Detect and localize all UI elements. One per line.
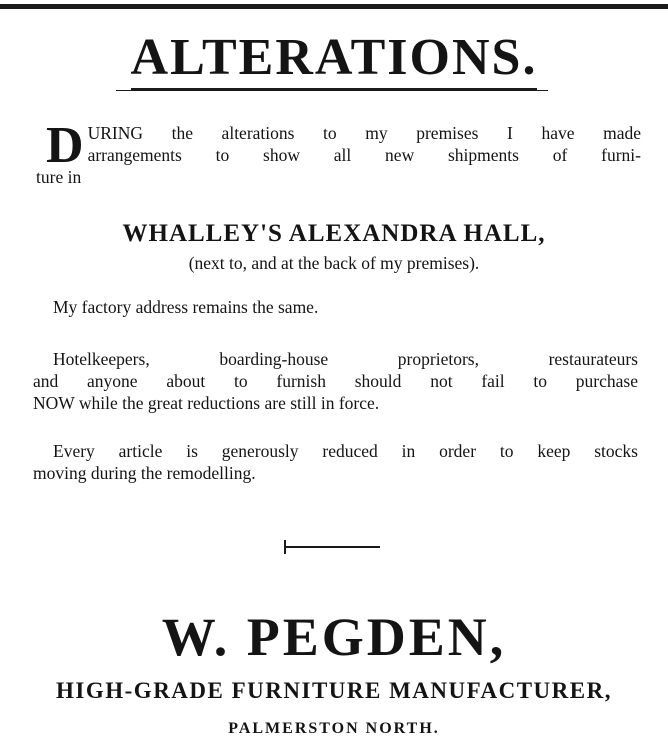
- drop-cap: D: [46, 117, 84, 174]
- factory-paragraph: [33, 296, 638, 318]
- location-line: PALMERSTON NORTH.: [228, 720, 440, 737]
- hotel-line-3: NOW while the great reductions are still in force.: [33, 393, 380, 413]
- every-line-2: moving during the remodelling.: [33, 463, 256, 483]
- hall-name: WHALLEY'S ALEXANDRA HALL,: [122, 220, 546, 247]
- intro-line-1: URING the alterations to my premises I have made: [87, 123, 641, 143]
- hotel-line-1: Hotelkeepers, boarding-house proprietors, restaurateurs: [53, 349, 638, 369]
- every-paragraph: [33, 440, 638, 484]
- company-name: W. PEGDEN,: [161, 607, 507, 667]
- intro-line-3: ture in: [36, 167, 82, 187]
- trade-line: HIGH-GRADE FURNITURE MANUFACTURER,: [56, 678, 612, 703]
- factory-line: My factory address remains the same.: [53, 297, 319, 317]
- every-line-1: Every article is generously reduced in order to keep stocks: [53, 441, 638, 461]
- headline-text: ALTERATIONS.: [131, 30, 538, 90]
- hotel-paragraph: [33, 348, 638, 414]
- headline: [0, 30, 668, 90]
- intro-line-2: arrangements to show all new shipments of furni-: [87, 145, 641, 165]
- top-border-rule: [0, 4, 668, 9]
- hotel-line-2: and anyone about to furnish should not fail to purchase: [33, 371, 638, 391]
- hall-note: (next to, and at the back of my premises).: [188, 253, 480, 273]
- intro-paragraph: [36, 117, 641, 188]
- headline-underline: [116, 90, 548, 91]
- section-divider: [284, 546, 380, 548]
